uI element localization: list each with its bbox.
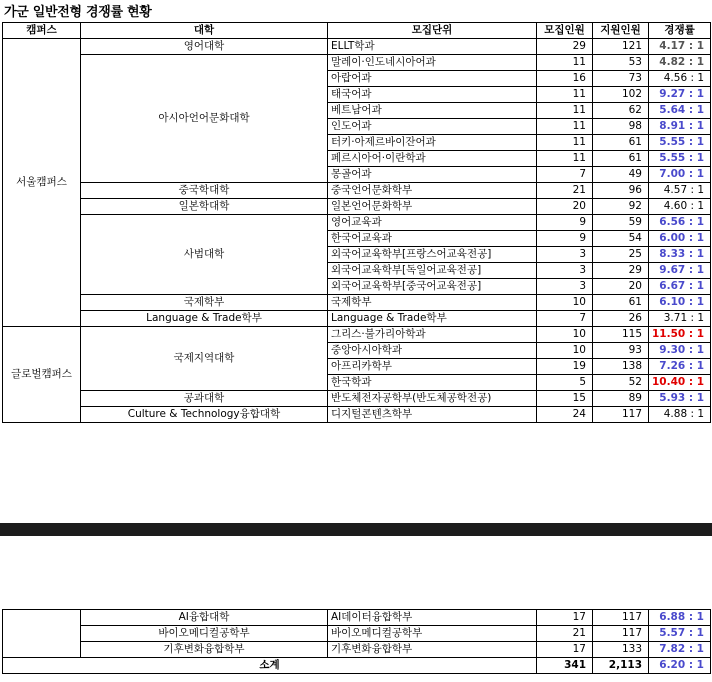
ratio-cell: 4.60 : 1 — [649, 199, 711, 215]
ratio-cell: 8.91 : 1 — [649, 119, 711, 135]
college-cell: Language & Trade학부 — [81, 311, 328, 327]
quota-cell: 10 — [537, 295, 593, 311]
ratio-cell: 5.55 : 1 — [649, 135, 711, 151]
quota-cell: 17 — [537, 642, 593, 658]
college-cell: 영어대학 — [81, 39, 328, 55]
campus-cell — [3, 610, 81, 658]
ratio-cell: 5.57 : 1 — [649, 626, 711, 642]
college-cell: 중국학대학 — [81, 183, 328, 199]
unit-cell: AI데이터융합학부 — [328, 610, 537, 626]
ratio-cell: 4.56 : 1 — [649, 71, 711, 87]
table-row — [3, 311, 711, 327]
header-quota: 모집인원 — [537, 23, 593, 39]
table-row — [3, 183, 711, 199]
applicants-cell: 59 — [593, 215, 649, 231]
quota-cell: 21 — [537, 626, 593, 642]
page-title: 가군 일반전형 경쟁률 현황 — [4, 5, 152, 20]
applicants-cell: 117 — [593, 626, 649, 642]
campus-cell: 글로벌캠퍼스 — [3, 327, 81, 423]
table-row — [3, 199, 711, 215]
unit-cell: 일본언어문화학부 — [328, 199, 537, 215]
quota-cell: 11 — [537, 119, 593, 135]
header-applicants: 지원인원 — [593, 23, 649, 39]
applicants-cell: 61 — [593, 135, 649, 151]
header-unit: 모집단위 — [328, 23, 537, 39]
quota-cell: 9 — [537, 215, 593, 231]
unit-cell: 인도어과 — [328, 119, 537, 135]
unit-cell: 베트남어과 — [328, 103, 537, 119]
unit-cell: 디지털콘텐츠학부 — [328, 407, 537, 423]
total-ratio: 6.20 : 1 — [649, 658, 711, 674]
applicants-cell: 115 — [593, 327, 649, 343]
ratio-cell: 9.67 : 1 — [649, 263, 711, 279]
ratio-cell: 4.57 : 1 — [649, 183, 711, 199]
header-college: 대학 — [81, 23, 328, 39]
unit-cell: 영어교육과 — [328, 215, 537, 231]
applicants-cell: 25 — [593, 247, 649, 263]
quota-cell: 10 — [537, 327, 593, 343]
applicants-cell: 133 — [593, 642, 649, 658]
quota-cell: 5 — [537, 375, 593, 391]
applicants-cell: 96 — [593, 183, 649, 199]
unit-cell: 한국학과 — [328, 375, 537, 391]
ratio-cell: 3.71 : 1 — [649, 311, 711, 327]
table-row — [3, 626, 711, 642]
ratio-cell: 6.88 : 1 — [649, 610, 711, 626]
college-cell: 바이오메디컬공학부 — [81, 626, 328, 642]
quota-cell: 11 — [537, 135, 593, 151]
ratio-cell: 8.33 : 1 — [649, 247, 711, 263]
college-cell: 국제학부 — [81, 295, 328, 311]
table-row — [3, 407, 711, 423]
quota-cell: 3 — [537, 279, 593, 295]
table-row — [3, 642, 711, 658]
applicants-cell: 20 — [593, 279, 649, 295]
ratio-cell: 11.50 : 1 — [649, 327, 711, 343]
page-divider — [0, 523, 712, 536]
applicants-cell: 92 — [593, 199, 649, 215]
table-row — [3, 610, 711, 626]
quota-cell: 19 — [537, 359, 593, 375]
quota-cell: 20 — [537, 199, 593, 215]
applicants-cell: 49 — [593, 167, 649, 183]
ratio-cell: 7.82 : 1 — [649, 642, 711, 658]
quota-cell: 21 — [537, 183, 593, 199]
college-cell: Culture & Technology융합대학 — [81, 407, 328, 423]
unit-cell: 외국어교육학부[독일어교육전공] — [328, 263, 537, 279]
quota-cell: 11 — [537, 55, 593, 71]
quota-cell: 9 — [537, 231, 593, 247]
college-cell: 공과대학 — [81, 391, 328, 407]
applicants-cell: 29 — [593, 263, 649, 279]
unit-cell: 외국어교육학부[중국어교육전공] — [328, 279, 537, 295]
table-row — [3, 39, 711, 55]
applicants-cell: 53 — [593, 55, 649, 71]
header-ratio: 경쟁률 — [649, 23, 711, 39]
applicants-cell: 52 — [593, 375, 649, 391]
ratio-cell: 4.82 : 1 — [649, 55, 711, 71]
unit-cell: 한국어교육과 — [328, 231, 537, 247]
unit-cell: 중앙아시아학과 — [328, 343, 537, 359]
unit-cell: 몽골어과 — [328, 167, 537, 183]
quota-cell: 3 — [537, 247, 593, 263]
unit-cell: ELLT학과 — [328, 39, 537, 55]
applicants-cell: 73 — [593, 71, 649, 87]
total-label: 소계 — [3, 658, 537, 674]
applicants-cell: 98 — [593, 119, 649, 135]
total-row — [3, 658, 711, 674]
table-row — [3, 55, 711, 71]
total-applicants: 2,113 — [593, 658, 649, 674]
unit-cell: 그리스·불가리아학과 — [328, 327, 537, 343]
ratio-cell: 7.00 : 1 — [649, 167, 711, 183]
unit-cell: 바이오메디컬공학부 — [328, 626, 537, 642]
ratio-cell: 10.40 : 1 — [649, 375, 711, 391]
applicants-cell: 61 — [593, 295, 649, 311]
quota-cell: 7 — [537, 311, 593, 327]
ratio-cell: 6.10 : 1 — [649, 295, 711, 311]
ratio-cell: 4.88 : 1 — [649, 407, 711, 423]
ratio-cell: 5.93 : 1 — [649, 391, 711, 407]
table-row — [3, 327, 711, 343]
unit-cell: 터키·아제르바이잔어과 — [328, 135, 537, 151]
ratio-cell: 9.30 : 1 — [649, 343, 711, 359]
college-cell: AI융합대학 — [81, 610, 328, 626]
applicants-cell: 138 — [593, 359, 649, 375]
ratio-cell: 5.64 : 1 — [649, 103, 711, 119]
quota-cell: 17 — [537, 610, 593, 626]
unit-cell: 중국언어문화학부 — [328, 183, 537, 199]
applicants-cell: 62 — [593, 103, 649, 119]
ratio-cell: 6.00 : 1 — [649, 231, 711, 247]
competition-table — [2, 22, 711, 423]
quota-cell: 11 — [537, 87, 593, 103]
unit-cell: 말레이·인도네시아어과 — [328, 55, 537, 71]
ratio-cell: 9.27 : 1 — [649, 87, 711, 103]
applicants-cell: 26 — [593, 311, 649, 327]
unit-cell: 국제학부 — [328, 295, 537, 311]
college-cell: 기후변화융합학부 — [81, 642, 328, 658]
unit-cell: 태국어과 — [328, 87, 537, 103]
campus-cell: 서울캠퍼스 — [3, 39, 81, 327]
ratio-cell: 6.56 : 1 — [649, 215, 711, 231]
applicants-cell: 117 — [593, 407, 649, 423]
college-cell: 일본학대학 — [81, 199, 328, 215]
header-campus: 캠퍼스 — [3, 23, 81, 39]
college-cell: 사범대학 — [81, 215, 328, 295]
applicants-cell: 93 — [593, 343, 649, 359]
quota-cell: 7 — [537, 167, 593, 183]
quota-cell: 3 — [537, 263, 593, 279]
ratio-cell: 7.26 : 1 — [649, 359, 711, 375]
ratio-cell: 4.17 : 1 — [649, 39, 711, 55]
ratio-cell: 5.55 : 1 — [649, 151, 711, 167]
unit-cell: 반도체전자공학부(반도체공학전공) — [328, 391, 537, 407]
quota-cell: 11 — [537, 103, 593, 119]
applicants-cell: 54 — [593, 231, 649, 247]
total-quota: 341 — [537, 658, 593, 674]
applicants-cell: 117 — [593, 610, 649, 626]
unit-cell: 페르시아어·이란학과 — [328, 151, 537, 167]
unit-cell: 아프리카학부 — [328, 359, 537, 375]
quota-cell: 16 — [537, 71, 593, 87]
applicants-cell: 102 — [593, 87, 649, 103]
college-cell: 국제지역대학 — [81, 327, 328, 391]
table-row — [3, 295, 711, 311]
college-cell: 아시아언어문화대학 — [81, 55, 328, 183]
quota-cell: 29 — [537, 39, 593, 55]
quota-cell: 15 — [537, 391, 593, 407]
unit-cell: 기후변화융합학부 — [328, 642, 537, 658]
unit-cell: 외국어교육학부[프랑스어교육전공] — [328, 247, 537, 263]
header-row — [3, 23, 711, 39]
unit-cell: Language & Trade학부 — [328, 311, 537, 327]
table-row — [3, 215, 711, 231]
quota-cell: 24 — [537, 407, 593, 423]
ratio-cell: 6.67 : 1 — [649, 279, 711, 295]
quota-cell: 10 — [537, 343, 593, 359]
unit-cell: 아랍어과 — [328, 71, 537, 87]
applicants-cell: 89 — [593, 391, 649, 407]
competition-table-continued — [2, 609, 711, 674]
quota-cell: 11 — [537, 151, 593, 167]
table-row — [3, 391, 711, 407]
applicants-cell: 121 — [593, 39, 649, 55]
applicants-cell: 61 — [593, 151, 649, 167]
